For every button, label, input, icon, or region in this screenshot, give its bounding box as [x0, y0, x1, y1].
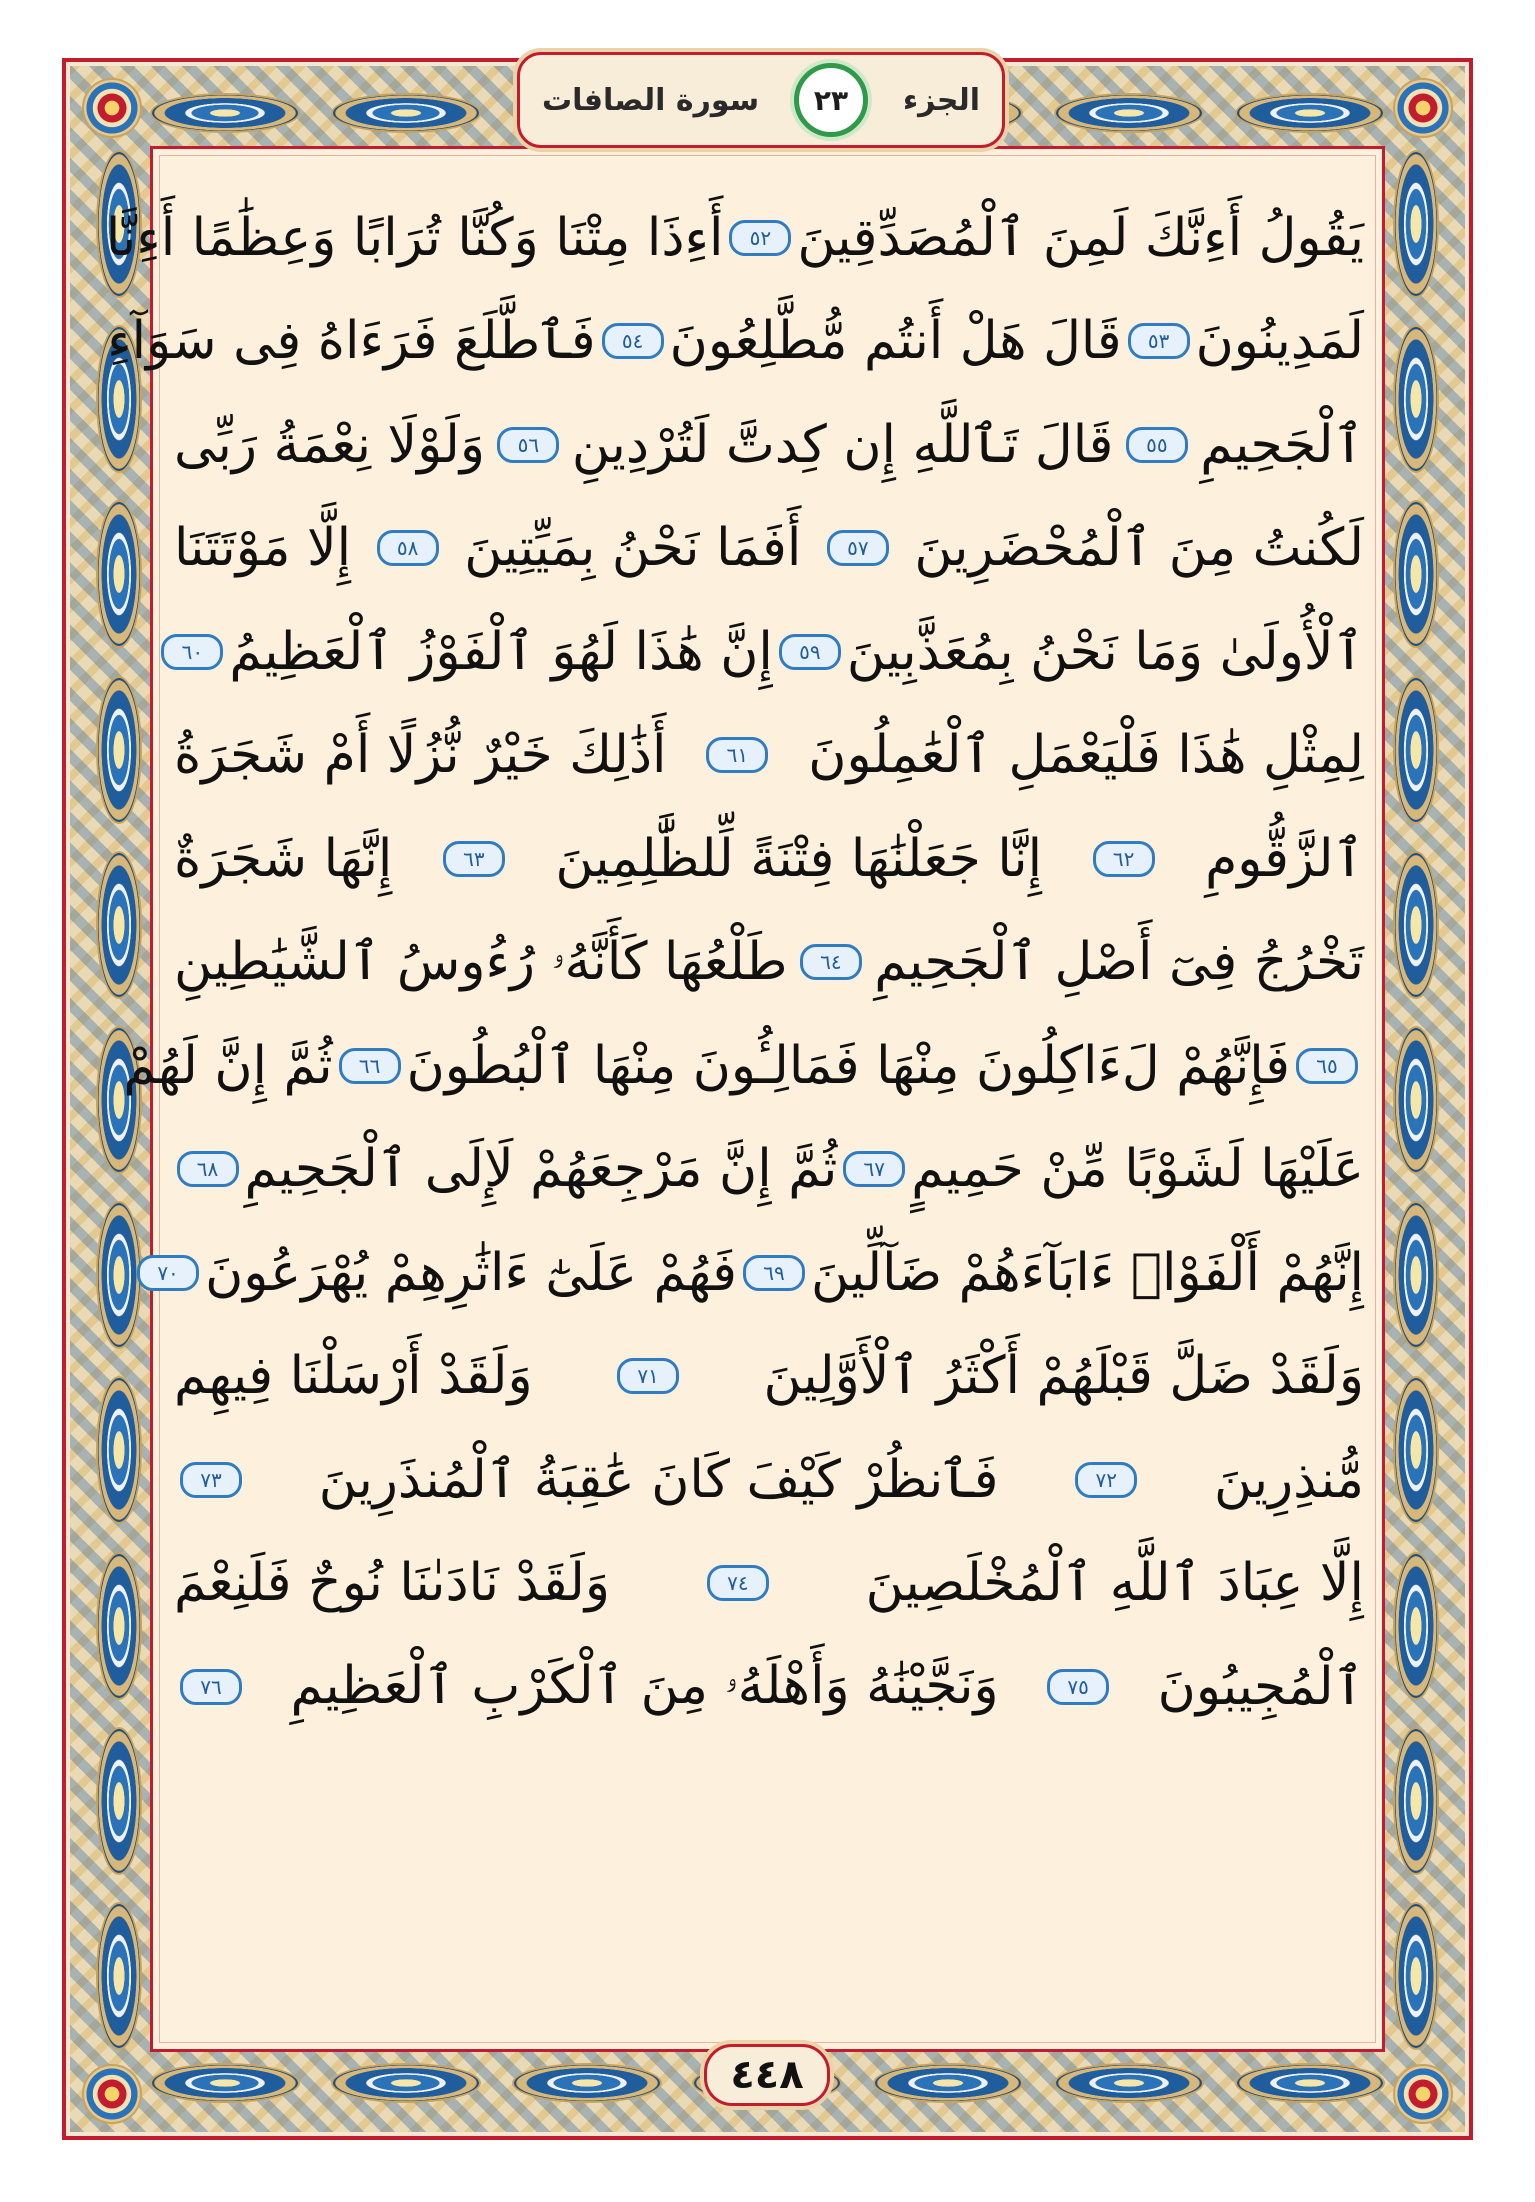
ornament-medallion [1235, 2063, 1385, 2103]
verse-segment: لَمَدِينُونَ [1195, 311, 1364, 372]
verse-segment: إِنَّا جَعَلْنَٰهَا فِتْنَةً لِّلظَّٰلِمِينَ [555, 828, 1043, 889]
text-line [157, 1221, 1364, 1325]
verse-segment: وَلَقَدْ أَرْسَلْنَا فِيهِم [174, 1346, 533, 1407]
verse-segment: فَٱنظُرْ كَيْفَ كَانَ عَٰقِبَةُ ٱلْمُنذَرِينَ [318, 1449, 999, 1510]
right-border-medallions [1389, 150, 1443, 2050]
text-line [174, 1635, 1364, 1739]
verse-segment: يَقُولُ أَءِنَّكَ لَمِنَ ٱلْمُصَدِّقِينَ [797, 207, 1364, 268]
ayah-number-marker: ٥٨ [377, 530, 439, 566]
ayah-number-marker: ٧٠ [137, 1255, 199, 1291]
ayah-number-marker: ٥٧ [827, 530, 889, 566]
ayah-number-marker: ٧٦ [180, 1669, 242, 1705]
ornament-medallion [512, 2063, 662, 2103]
ayah-number-marker: ٦٣ [443, 841, 505, 877]
ayah-number-marker: ٦٥ [1296, 1048, 1358, 1084]
page-number: ٤٤٨ [704, 2044, 830, 2106]
verse-segment: إِنَّهَا شَجَرَةٌ [174, 828, 393, 889]
ornament-medallion [1054, 93, 1204, 133]
text-line [174, 1428, 1364, 1532]
verse-segment: لَكُنتُ مِنَ ٱلْمُحْضَرِينَ [914, 518, 1364, 579]
verse-segment: أَفَمَا نَحْنُ بِمَيِّتِينَ [464, 518, 802, 579]
verse-segment: قَالَ تَٱللَّهِ إِن كِدتَّ لَتُرْدِينِ [571, 414, 1114, 475]
ornament-medallion [1054, 2063, 1204, 2103]
ornament-medallion [1235, 93, 1385, 133]
ayah-number-marker: ٧٣ [180, 1462, 242, 1498]
ornament-medallion [331, 2063, 481, 2103]
verse-segment: ٱلْجَحِيمِ [1200, 414, 1364, 475]
ayah-number-marker: ٦٤ [800, 944, 862, 980]
ornament-medallion [1393, 150, 1439, 298]
ornament-medallion [1393, 1552, 1439, 1700]
ayah-number-marker: ٧٥ [1047, 1669, 1109, 1705]
text-line [174, 600, 1364, 704]
corner-rosette [82, 78, 142, 138]
page-header [517, 52, 1005, 148]
verse-segment: فَإِنَّهُمْ لَءَاكِلُونَ مِنْهَا فَمَالِـُٔونَ مِنْهَا ٱلْبُطُونَ [406, 1035, 1290, 1096]
ayah-number-marker: ٥٤ [602, 323, 664, 359]
ayah-number-marker: ٧١ [617, 1358, 679, 1394]
ornament-medallion [1393, 1026, 1439, 1174]
ayah-number-marker: ٥٥ [1126, 427, 1188, 463]
text-line [174, 1325, 1364, 1429]
verse-segment: إِلَّا عِبَادَ ٱللَّهِ ٱلْمُخْلَصِينَ [865, 1553, 1364, 1614]
ornament-medallion [1393, 1727, 1439, 1875]
text-line [174, 497, 1364, 601]
ayah-number-marker: ٦٠ [161, 634, 223, 670]
verse-segment: مُّنذِرِينَ [1213, 1449, 1364, 1510]
ayah-number-marker: ٦٨ [177, 1151, 239, 1187]
verse-segment: ثُمَّ إِنَّ مَرْجِعَهُمْ لَإِلَى ٱلْجَحِيمِ [244, 1139, 838, 1200]
verse-segment: أَذَٰلِكَ خَيْرٌ نُّزُلًا أَمْ شَجَرَةُ [174, 725, 667, 786]
corner-rosette [1393, 78, 1453, 138]
verse-segment: إِلَّا مَوْتَتَنَا [174, 518, 352, 579]
ornament-medallion [96, 1376, 142, 1524]
verse-segment: ٱلْأُولَىٰ وَمَا نَحْنُ بِمُعَذَّبِينَ [846, 621, 1364, 682]
juz-label: الجزء [902, 82, 980, 118]
ornament-medallion [1393, 851, 1439, 999]
text-line [123, 1014, 1364, 1118]
verse-segment: عَلَيْهَا لَشَوْبًا مِّنْ حَمِيمٍ [911, 1139, 1364, 1200]
ayah-number-marker: ٦٩ [743, 1255, 805, 1291]
ayah-number-marker: ٥٦ [497, 427, 559, 463]
verse-segment: فَٱطَّلَعَ فَرَءَاهُ فِى سَوَآءِ [107, 311, 596, 372]
ornament-medallion [1393, 500, 1439, 648]
ornament-medallion [150, 93, 300, 133]
corner-rosette [82, 2064, 142, 2124]
verse-segment: طَلْعُهَا كَأَنَّهُۥ رُءُوسُ ٱلشَّيَٰطِينِ [174, 931, 788, 992]
ornament-medallion [96, 1902, 142, 2050]
verse-text-block [105, 186, 1364, 1739]
ayah-number-marker: ٧٤ [707, 1565, 769, 1601]
ayah-number-marker: ٦١ [706, 737, 768, 773]
verse-segment: أَءِذَا مِتْنَا وَكُنَّا تُرَابًا وَعِظَٰمًا أَءِنَّا [105, 207, 724, 268]
ornament-medallion [150, 2063, 300, 2103]
ayah-number-marker: ٥٣ [1128, 323, 1190, 359]
text-line [174, 704, 1364, 808]
verse-segment: وَنَجَّيْنَٰهُ وَأَهْلَهُۥ مِنَ ٱلْكَرْبِ ٱلْعَظِيمِ [290, 1656, 999, 1717]
ayah-number-marker: ٥٩ [779, 634, 841, 670]
text-line [107, 290, 1364, 394]
ornament-medallion [1393, 1201, 1439, 1349]
ornament-medallion [1393, 1376, 1439, 1524]
verse-segment: قَالَ هَلْ أَنتُم مُّطَّلِعُونَ [669, 311, 1122, 372]
text-line [174, 807, 1364, 911]
ornament-medallion [1393, 325, 1439, 473]
ornament-medallion [1393, 676, 1439, 824]
verse-segment: وَلَقَدْ نَادَىٰنَا نُوحٌ فَلَنِعْمَ [174, 1553, 610, 1614]
ornament-medallion [96, 676, 142, 824]
ayah-number-marker: ٦٢ [1093, 841, 1155, 877]
ornament-medallion [1393, 1902, 1439, 2050]
verse-segment: تَخْرُجُ فِىٓ أَصْلِ ٱلْجَحِيمِ [874, 932, 1364, 993]
ornament-medallion [96, 1201, 142, 1349]
verse-segment: ثُمَّ إِنَّ لَهُمْ [123, 1035, 333, 1096]
ornament-medallion [96, 1727, 142, 1875]
ornament-medallion [331, 93, 481, 133]
surah-name: سورة الصافات [542, 82, 760, 118]
ornament-medallion [873, 2063, 1023, 2103]
text-line [174, 911, 1364, 1015]
verse-segment: ٱلزَّقُّومِ [1205, 828, 1364, 889]
juz-number-badge: ٢٣ [794, 63, 868, 137]
ayah-number-marker: ٧٢ [1075, 1462, 1137, 1498]
corner-rosette [1393, 2064, 1453, 2124]
ayah-number-marker: ٦٦ [339, 1048, 401, 1084]
ayah-number-marker: ٦٧ [843, 1151, 905, 1187]
text-line [174, 1118, 1364, 1222]
verse-segment: وَلَوْلَا نِعْمَةُ رَبِّى [174, 414, 485, 475]
verse-segment: فَهُمْ عَلَىٰٓ ءَاثَٰرِهِمْ يُهْرَعُونَ [205, 1242, 737, 1303]
text-line [174, 1532, 1364, 1636]
ornament-medallion [96, 851, 142, 999]
ayah-number-marker: ٥٢ [729, 220, 791, 256]
verse-segment: لِمِثْلِ هَٰذَا فَلْيَعْمَلِ ٱلْعَٰمِلُونَ [808, 725, 1364, 786]
text-line [105, 186, 1364, 290]
left-border-medallions [92, 150, 146, 2050]
verse-segment: ٱلْمُجِيبُونَ [1157, 1656, 1364, 1717]
ornament-medallion [96, 500, 142, 648]
verse-segment: وَلَقَدْ ضَلَّ قَبْلَهُمْ أَكْثَرُ ٱلْأَوَّلِينَ [763, 1346, 1364, 1407]
ornament-medallion [96, 1552, 142, 1700]
verse-segment: إِنَّ هَٰذَا لَهُوَ ٱلْفَوْزُ ٱلْعَظِيمُ [229, 621, 773, 682]
text-line [174, 393, 1364, 497]
verse-segment: إِنَّهُمْ أَلْفَوْا۟ ءَابَآءَهُمْ ضَآلِّينَ [810, 1242, 1364, 1303]
